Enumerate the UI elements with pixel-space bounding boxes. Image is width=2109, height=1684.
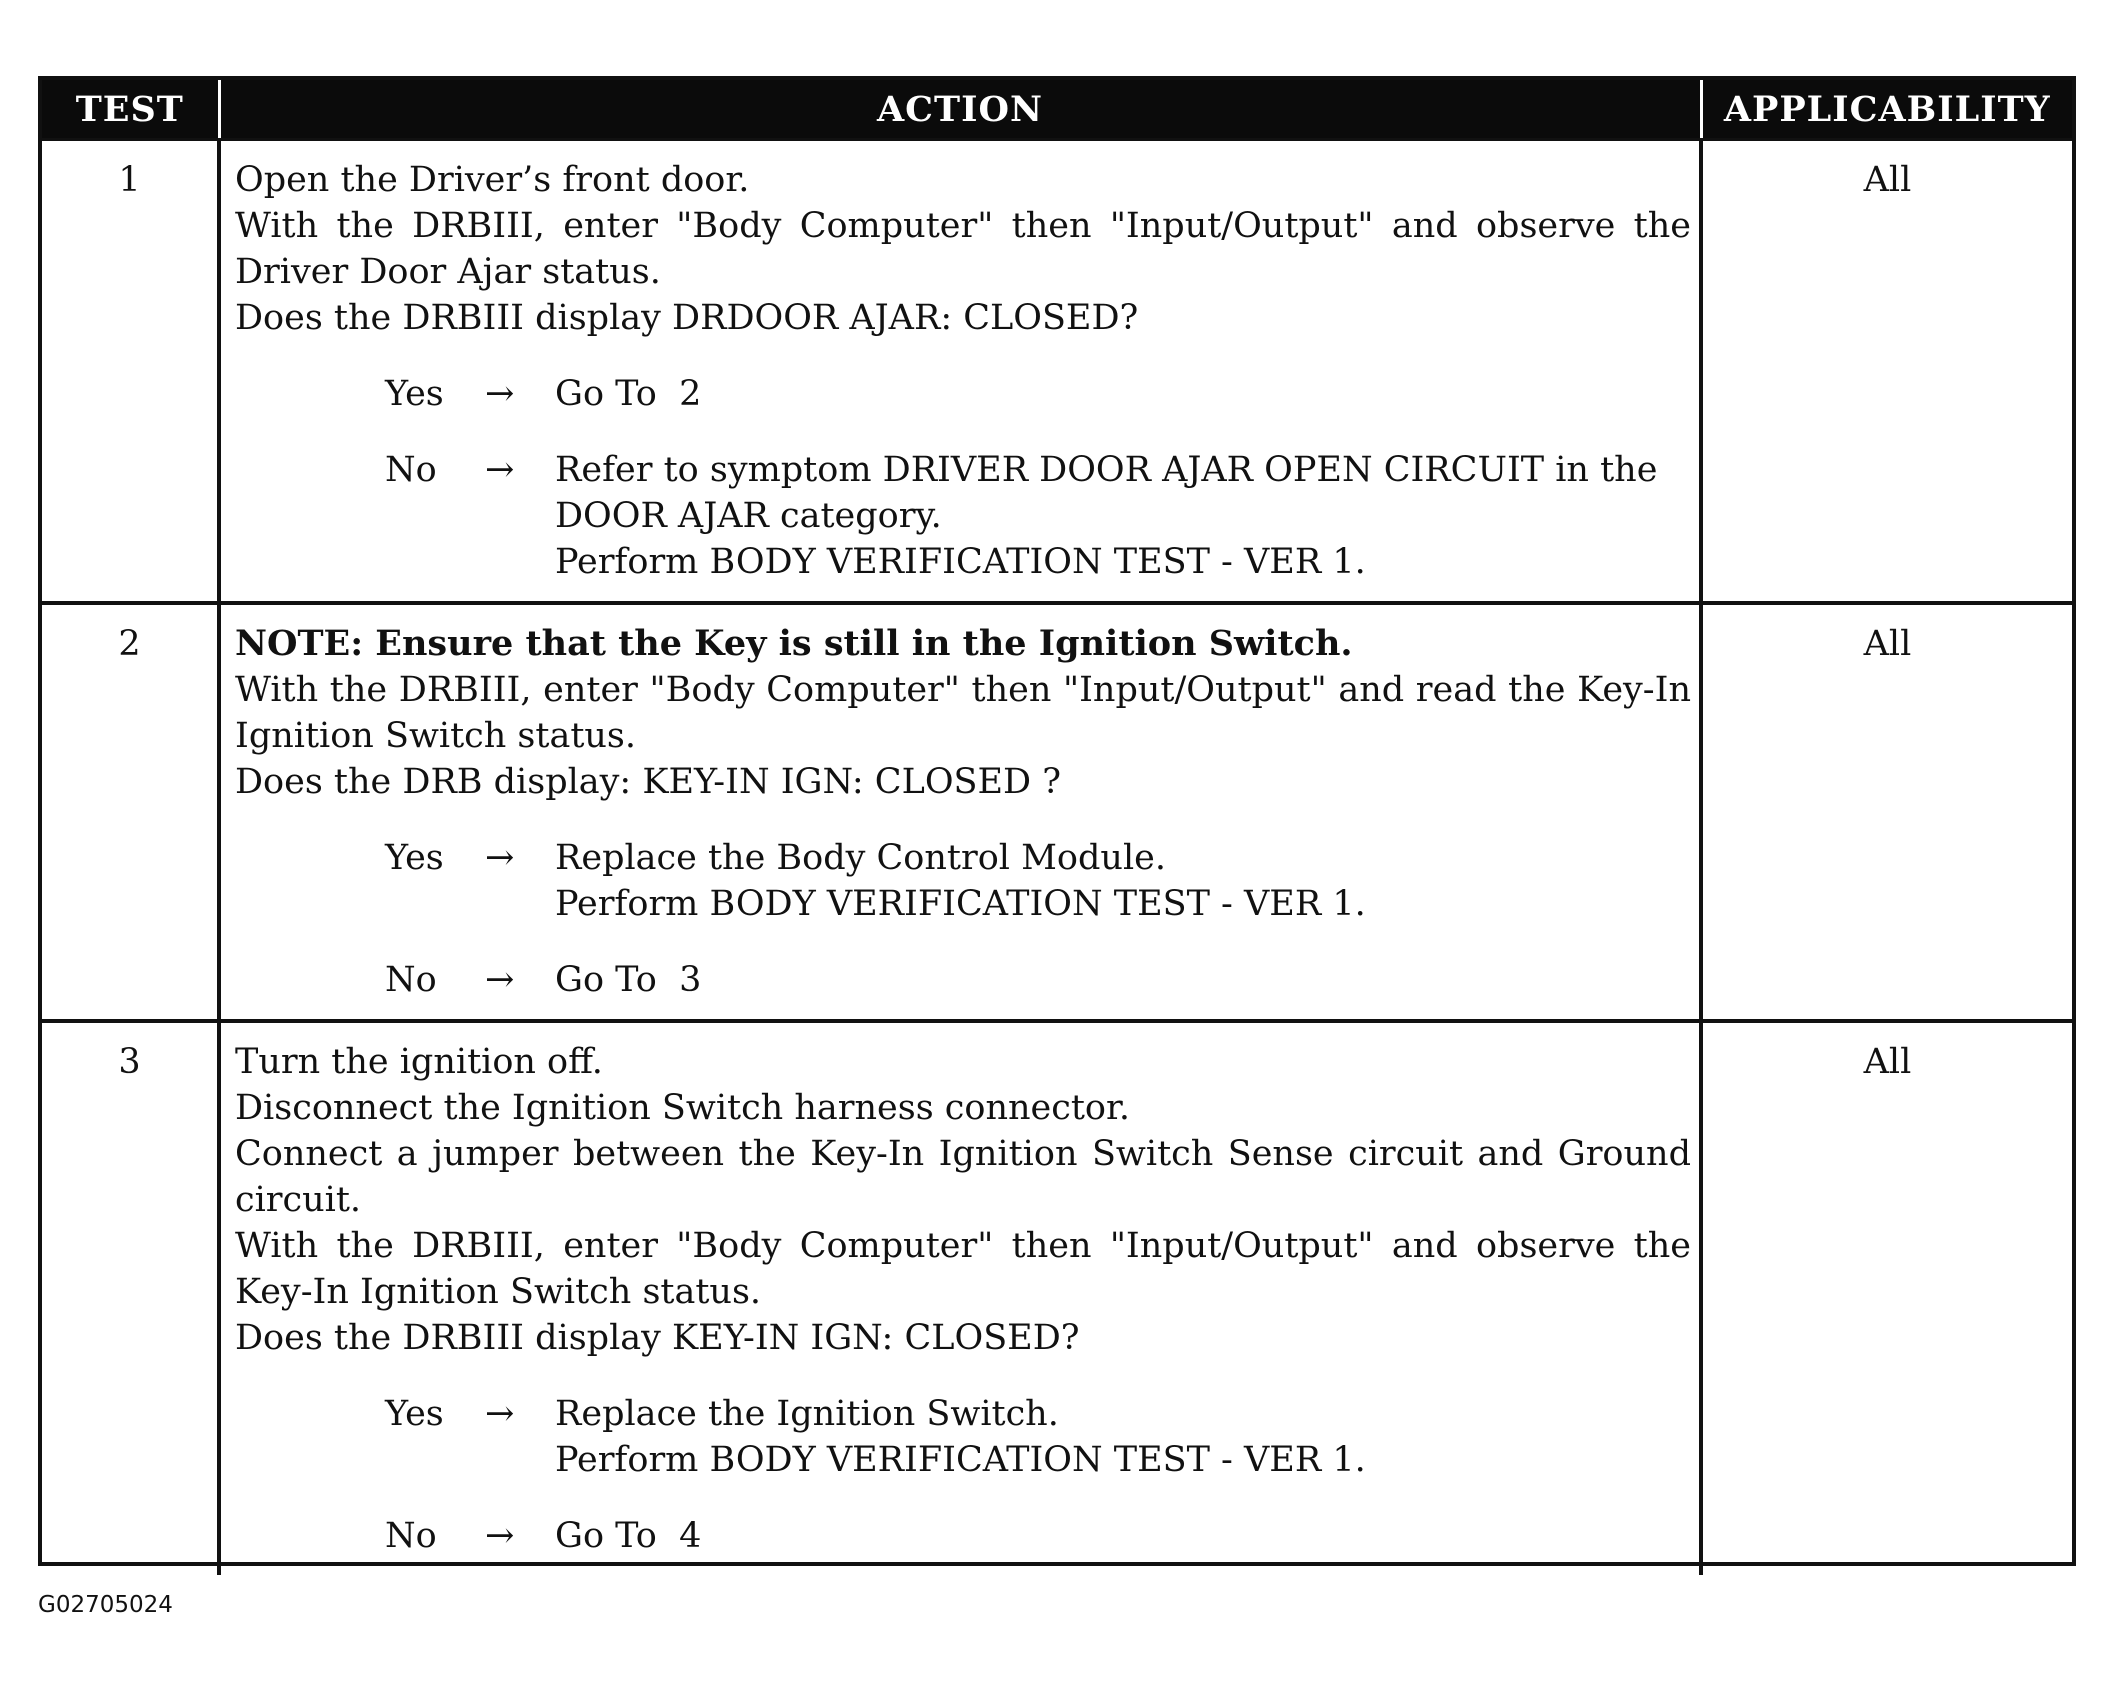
action-line: Does the DRBIII display DRDOOR AJAR: CLOSED? — [235, 298, 1139, 338]
outcome-result — [555, 1513, 1691, 1559]
answer-label: No — [385, 450, 437, 490]
outcome-result — [555, 371, 1691, 417]
result-line: Replace the Body Control Module. — [555, 838, 1166, 878]
action-line: Connect a jumper between the Key-In Ignition Switch Sense circuit and Ground circuit. — [235, 1134, 1691, 1220]
outcome-yes — [235, 835, 1691, 927]
result-line: Go To 2 — [555, 374, 702, 414]
action-line: With the DRBIII, enter "Body Computer" then "Input/Output" and observe the Key-In Ignition Switch status. — [235, 1226, 1691, 1312]
table-row — [42, 603, 2072, 1021]
outcome-result — [555, 447, 1691, 585]
test-number: 2 — [42, 603, 219, 1021]
result-line: Perform BODY VERIFICATION TEST - VER 1. — [555, 542, 1366, 582]
applicability-cell: All — [1701, 603, 2072, 1021]
test-number: 1 — [42, 140, 219, 604]
action-cell — [219, 1021, 1701, 1575]
answer-label: No — [385, 960, 437, 1000]
arrow-icon: → — [485, 450, 515, 490]
action-line: With the DRBIII, enter "Body Computer" then "Input/Output" and read the Key-In Ignition Switch status. — [235, 670, 1691, 756]
diagnostic-test-table-frame — [38, 76, 2076, 1566]
result-line: Replace the Ignition Switch. — [555, 1394, 1059, 1434]
figure-code: G02705024 — [38, 1592, 173, 1618]
arrow-icon: → — [485, 1394, 515, 1434]
answer-label: Yes — [385, 1394, 444, 1434]
table-row — [42, 1021, 2072, 1575]
action-line: Does the DRB display: KEY-IN IGN: CLOSED ? — [235, 762, 1061, 802]
table-header-row — [42, 80, 2072, 140]
action-line: Turn the ignition off. — [235, 1042, 603, 1082]
table-row — [42, 140, 2072, 604]
header-applicability: APPLICABILITY — [1701, 80, 2072, 140]
result-line: Go To 4 — [555, 1516, 702, 1556]
arrow-icon: → — [485, 960, 515, 1000]
result-line: Refer to symptom DRIVER DOOR AJAR OPEN CIRCUIT in the DOOR AJAR category. — [555, 450, 1658, 536]
action-line: Open the Driver’s front door. — [235, 160, 750, 200]
action-cell — [219, 603, 1701, 1021]
note-line: NOTE: Ensure that the Key is still in the Ignition Switch. — [235, 623, 1353, 664]
test-number: 3 — [42, 1021, 219, 1575]
action-line: With the DRBIII, enter "Body Computer" then "Input/Output" and observe the Driver Door Ajar status. — [235, 206, 1691, 292]
answer-label: Yes — [385, 374, 444, 414]
result-line: Go To 3 — [555, 960, 702, 1000]
outcome-no — [235, 1513, 1691, 1559]
outcome-yes — [235, 1391, 1691, 1483]
result-line: Perform BODY VERIFICATION TEST - VER 1. — [555, 884, 1366, 924]
header-action: ACTION — [219, 80, 1701, 140]
diagnostic-test-table — [42, 80, 2072, 1575]
outcome-no — [235, 447, 1691, 585]
action-line: Does the DRBIII display KEY-IN IGN: CLOSED? — [235, 1318, 1080, 1358]
arrow-icon: → — [485, 374, 515, 414]
outcome-result — [555, 1391, 1691, 1483]
outcome-no — [235, 957, 1691, 1003]
arrow-icon: → — [485, 838, 515, 878]
applicability-cell: All — [1701, 1021, 2072, 1575]
action-cell — [219, 140, 1701, 604]
applicability-cell: All — [1701, 140, 2072, 604]
arrow-icon: → — [485, 1516, 515, 1556]
answer-label: Yes — [385, 838, 444, 878]
outcome-result — [555, 835, 1691, 927]
result-line: Perform BODY VERIFICATION TEST - VER 1. — [555, 1440, 1366, 1480]
header-test: TEST — [42, 80, 219, 140]
outcome-result — [555, 957, 1691, 1003]
action-line: Disconnect the Ignition Switch harness connector. — [235, 1088, 1131, 1128]
outcome-yes — [235, 371, 1691, 417]
answer-label: No — [385, 1516, 437, 1556]
